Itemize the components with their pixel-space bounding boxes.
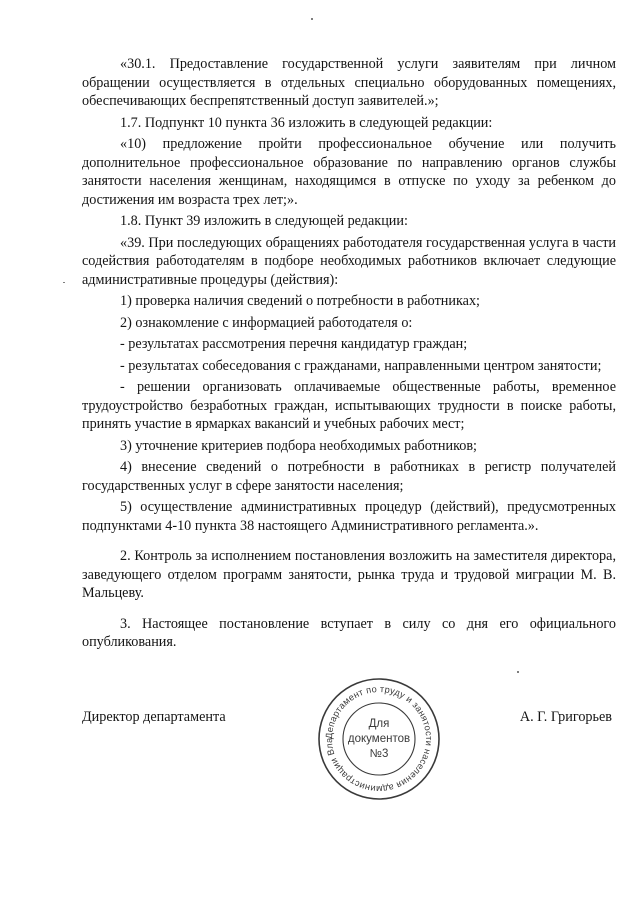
seal-ring-text: Департамент по труду и занятости населения администрации Вла [323, 683, 435, 795]
document-body [82, 55, 616, 655]
paragraph-1-8: 1.8. Пункт 39 изложить в следующей редакции: [120, 213, 408, 229]
list-subitem-decision: - решении организовать оплачиваемые общественные работы, временное трудоустройство безработных граждан, испытывающих трудности в поиске работы, принять участие в ярмарках вакансий и учебных рабочих мест; [82, 379, 616, 432]
clause-3-effective: 3. Настоящее постановление вступает в силу со дня его официального опубликования. [82, 615, 616, 650]
list-subitem-interview: - результатах собеседования с гражданами, направленными центром занятости; [120, 357, 602, 374]
seal-stamp-icon [315, 675, 443, 803]
scan-speck [63, 282, 65, 283]
list-item-3: 3) уточнение критериев подбора необходимых работников; [120, 437, 477, 454]
signatory-position: Директор департамента [82, 709, 226, 725]
scan-speck [517, 671, 519, 673]
official-seal [315, 675, 443, 803]
scan-speck [311, 18, 313, 20]
seal-center-line-2: документов [347, 733, 411, 745]
paragraph-1-7: 1.7. Подпункт 10 пункта 36 изложить в следующей редакции: [120, 114, 493, 131]
seal-center-line-3: №3 [369, 748, 389, 760]
seal-center-line-1: Для [368, 718, 390, 730]
list-item-1: 1) проверка наличия сведений о потребности в работниках; [120, 293, 480, 309]
list-item-4: 4) внесение сведений о потребности в работниках в регистр получателей государственных услуг в сфере занятости населения; [82, 459, 616, 494]
paragraph-39: «39. При последующих обращениях работодателя государственная услуга в части содействия работодателям в подборе необходимых работников включает следующие административные процедуры (действия): [82, 234, 616, 288]
list-item-5: 5) осуществление административных процедур (действий), предусмотренных подпунктами 4-10 пункта 38 настоящего Административного регламента.». [82, 499, 616, 534]
paragraph-10: «10) предложение пройти профессиональное обучение или получить дополнительное профессиональное образование по направлению органов службы занятости населения женщинам, находящимся в отпуске по уходу за ребенком до достижения им возраста трех лет;». [82, 136, 616, 208]
list-subitem-candidates: - результатах рассмотрения перечня кандидатур граждан; [120, 336, 468, 352]
paragraph-30-1: «30.1. Предоставление государственной услуги заявителям при личном обращении осуществляется в отдельных специально оборудованных помещениях, обеспечивающих беспрепятственный доступ заявителей.»; [82, 56, 616, 109]
clause-2-control: 2. Контроль за исполнением постановления возложить на заместителя директора, заведующего отделом программ занятости, рынка труда и трудовой миграции М. В. Мальцеву. [82, 548, 616, 601]
signatory-name: А. Г. Григорьев [519, 709, 612, 725]
list-item-2: 2) ознакомление с информацией работодателя о: [120, 314, 413, 331]
